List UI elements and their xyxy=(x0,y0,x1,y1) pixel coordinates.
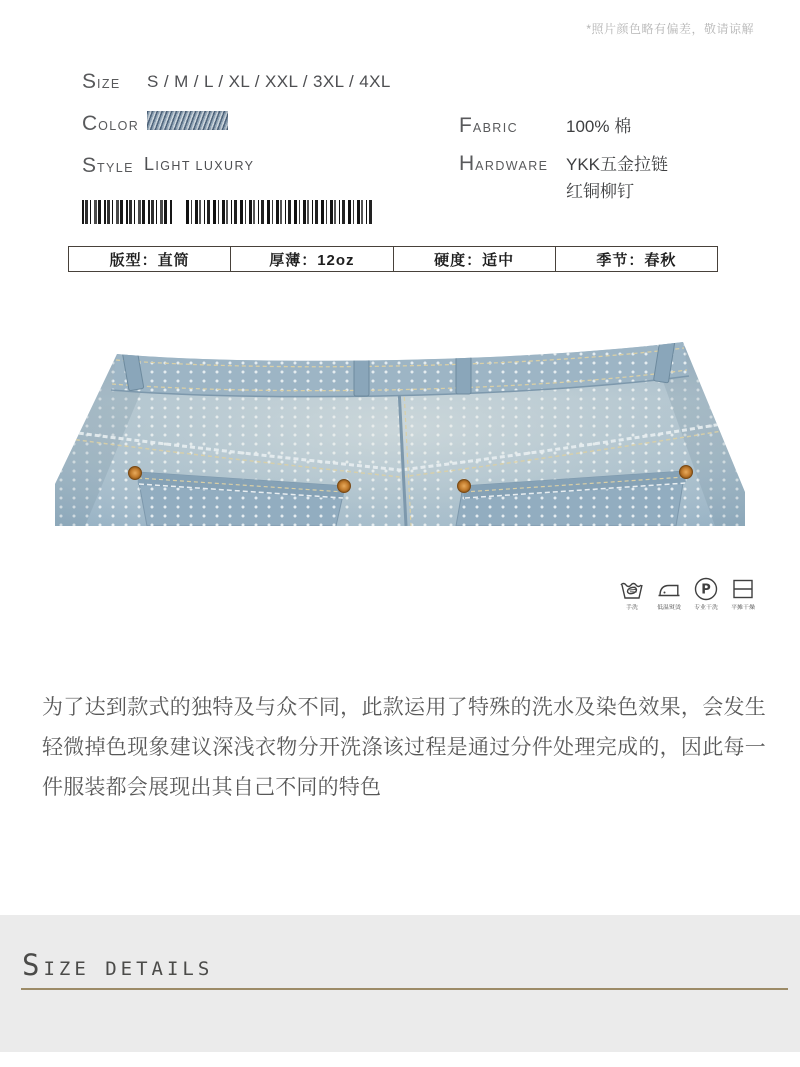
barcode-image-segment-2 xyxy=(186,200,375,224)
attr-cell-thickness: 厚薄：12oz xyxy=(230,247,392,271)
fabric-label: FABRIC xyxy=(459,114,519,137)
hand-wash-icon xyxy=(619,576,645,602)
size-details-underline xyxy=(21,988,788,990)
size-value: S / M / L / XL / XXL / 3XL / 4XL xyxy=(147,72,391,91)
style-label: STYLE xyxy=(82,154,134,177)
fabric-value: 100% 棉 xyxy=(566,117,632,136)
iron-low-temp-icon xyxy=(656,576,682,602)
attr-cell-stiffness: 硬度：适中 xyxy=(393,247,555,271)
care-label: 手洗 xyxy=(626,604,638,611)
size-details-section xyxy=(0,915,800,1052)
care-item-dry-clean xyxy=(692,576,720,613)
care-label: 低温熨烫 xyxy=(657,604,681,611)
denim-color-swatch xyxy=(147,111,228,130)
photo-color-disclaimer: *照片颜色略有偏差，敬请谅解 xyxy=(586,22,754,36)
dry-clean-letter: P xyxy=(701,582,711,598)
hardware-label: HARDWARE xyxy=(459,152,549,175)
jeans-back-photo xyxy=(55,332,745,526)
care-label: 平摊干燥 xyxy=(731,604,755,611)
dry-flat-icon xyxy=(730,576,756,602)
size-details-heading: SIZE DETAILS xyxy=(22,948,214,982)
dry-clean-p-icon xyxy=(693,576,719,602)
barcode-image-segment-1 xyxy=(82,200,172,224)
attributes-table xyxy=(68,246,718,272)
color-label: COLOR xyxy=(82,112,140,135)
care-item-iron-low xyxy=(655,576,683,613)
care-item-hand-wash xyxy=(618,576,646,613)
attr-cell-fit: 版型：直筒 xyxy=(109,251,190,269)
attr-cell-season: 季节：春秋 xyxy=(555,247,717,271)
hardware-value-line2: 红铜柳钉 xyxy=(566,182,634,201)
care-item-dry-flat xyxy=(729,576,757,613)
hardware-value-line1: YKK五金拉链 xyxy=(566,155,669,174)
care-icons-row xyxy=(618,576,757,613)
jeans-photo-graphic xyxy=(55,332,745,526)
style-value: LIGHT LUXURY xyxy=(144,154,255,174)
size-label: SIZE xyxy=(82,70,121,93)
care-label: 专业干洗 xyxy=(694,604,718,611)
wash-effect-description: 为了达到款式的独特及与众不同，此款运用了特殊的洗水及染色效果，会发生轻微掉色现象建议深浅衣物分开洗涤该过程是通过分件处理完成的，因此每一件服装都会展现出其自己不同的特色 xyxy=(42,696,766,799)
